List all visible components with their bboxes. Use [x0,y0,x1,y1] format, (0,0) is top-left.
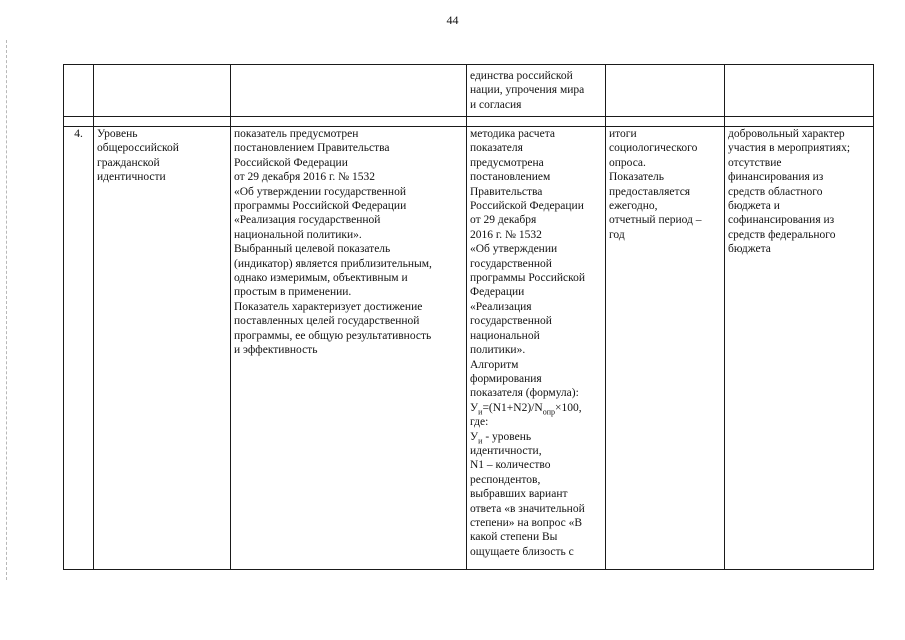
indicator-table [63,64,874,570]
cell-calculation-method [467,127,606,570]
text-line: показатель предусмотрен [234,128,359,140]
indicator-formula: $У_и=(N1+N2)/N_{опр}\times 100$, [470,401,582,417]
cell-row-number: 4. [64,127,94,570]
text-line: Правительства [470,185,543,198]
text-line: Выбранный целевой показатель [234,243,391,256]
text-line: национальной [470,329,540,342]
text-line: политики». [470,344,526,357]
indicator-description-text [234,127,463,358]
text-line: степени» на вопрос «В [470,516,583,529]
text-line: итоги [609,128,637,140]
text-line: опроса. [609,156,646,169]
text-line: и согласия [470,98,522,111]
text-line: поставленных целей государственной [234,315,420,328]
text-line: «Об утверждении государственной [234,185,406,198]
text-line: ответа «в значительной [470,502,585,515]
text-line: простым в применении. [234,286,352,299]
text-line: N1 – количество [470,459,551,472]
text-line: ощущаете близость с [470,545,574,558]
text-line: отсутствие [728,156,782,169]
text-line: предоставляется [609,185,691,198]
text-line: средств федерального [728,228,836,241]
cell-data-source [606,127,725,570]
cell-description-empty [231,65,467,117]
text-line: добровольный характер [728,128,845,140]
cell-method-continued [467,65,606,117]
table-row-continued [64,65,874,117]
text-line: программы Российской [470,272,586,285]
text-line: Российской Федерации [234,156,348,169]
text-line: однако измеримым, объективным и [234,272,408,285]
method-text-a [470,127,602,401]
text-line: национальной политики». [234,228,362,241]
indicator-name-text [97,127,227,185]
text-line: и эффективность [234,344,318,357]
formula-legend: $У_и$ - уровень [470,430,532,445]
text-line: Российской Федерации [470,200,584,213]
text-line: формирования [470,372,542,385]
text-line: Показатель [609,171,665,184]
text-line: 2016 г. № 1532 [470,228,542,241]
cell-name-empty [94,65,231,117]
cell-indicator-description [231,127,467,570]
text-line: респондентов, [470,473,541,486]
text-line: общероссийской [97,142,179,155]
text-line: показателя [470,142,523,155]
text-line: гражданской [97,156,160,169]
cell-source-empty [606,65,725,117]
method-continued-text [470,69,602,112]
page-number: 44 [446,13,459,27]
cell-indicator-name [94,127,231,570]
text-line: Уровень [97,128,138,140]
text-line: государственной [470,257,552,270]
table-row-spacer [64,117,874,127]
text-line: какой степени Вы [470,531,558,544]
text-line: программы, ее общую результативность [234,329,432,342]
method-text-b [470,415,602,429]
scan-margin-line [6,40,7,580]
text-line: софинансирования из [728,214,835,227]
text-line: идентичности, [470,444,542,457]
text-line: (индикатор) является приблизительным, [234,257,432,270]
text-line: участия в мероприятиях; [728,142,851,155]
cell-notes-empty [725,65,874,117]
text-line: выбравших вариант [470,488,568,501]
text-line: программы Российской Федерации [234,200,407,213]
text-line: социологического [609,142,698,155]
text-line: идентичности [97,171,166,184]
text-line: постановлением Правительства [234,142,390,155]
text-line: нации, упрочения мира [470,84,585,97]
text-line: от 29 декабря [470,214,537,227]
text-line: методика расчета [470,128,555,140]
text-line: государственной [470,315,552,328]
text-line: ежегодно, [609,200,658,213]
text-line: бюджета [728,243,771,256]
text-line: финансирования из [728,171,824,184]
notes-text [728,127,870,257]
text-line: «Реализация государственной [234,214,381,227]
text-line: средств областного [728,185,823,198]
text-line: от 29 декабря 2016 г. № 1532 [234,171,376,184]
text-line: где: [470,416,489,429]
text-line: предусмотрена [470,156,544,169]
text-line: год [609,228,625,241]
text-line: отчетный период – [609,214,702,227]
cell-notes [725,127,874,570]
text-line: «Реализация [470,300,532,313]
text-line: «Об утверждении [470,243,558,256]
method-text-c [470,444,602,559]
text-line: Алгоритм [470,358,519,371]
table-row-4 [64,127,874,570]
text-line: бюджета и [728,200,780,213]
cell-num-empty [64,65,94,117]
text-line: постановлением [470,171,551,184]
text-line: Федерации [470,286,525,299]
text-line: Показатель характеризует достижение [234,300,423,313]
text-line: показателя (формула): [470,387,579,400]
text-line: единства российской [470,70,573,82]
data-source-text [609,127,721,242]
